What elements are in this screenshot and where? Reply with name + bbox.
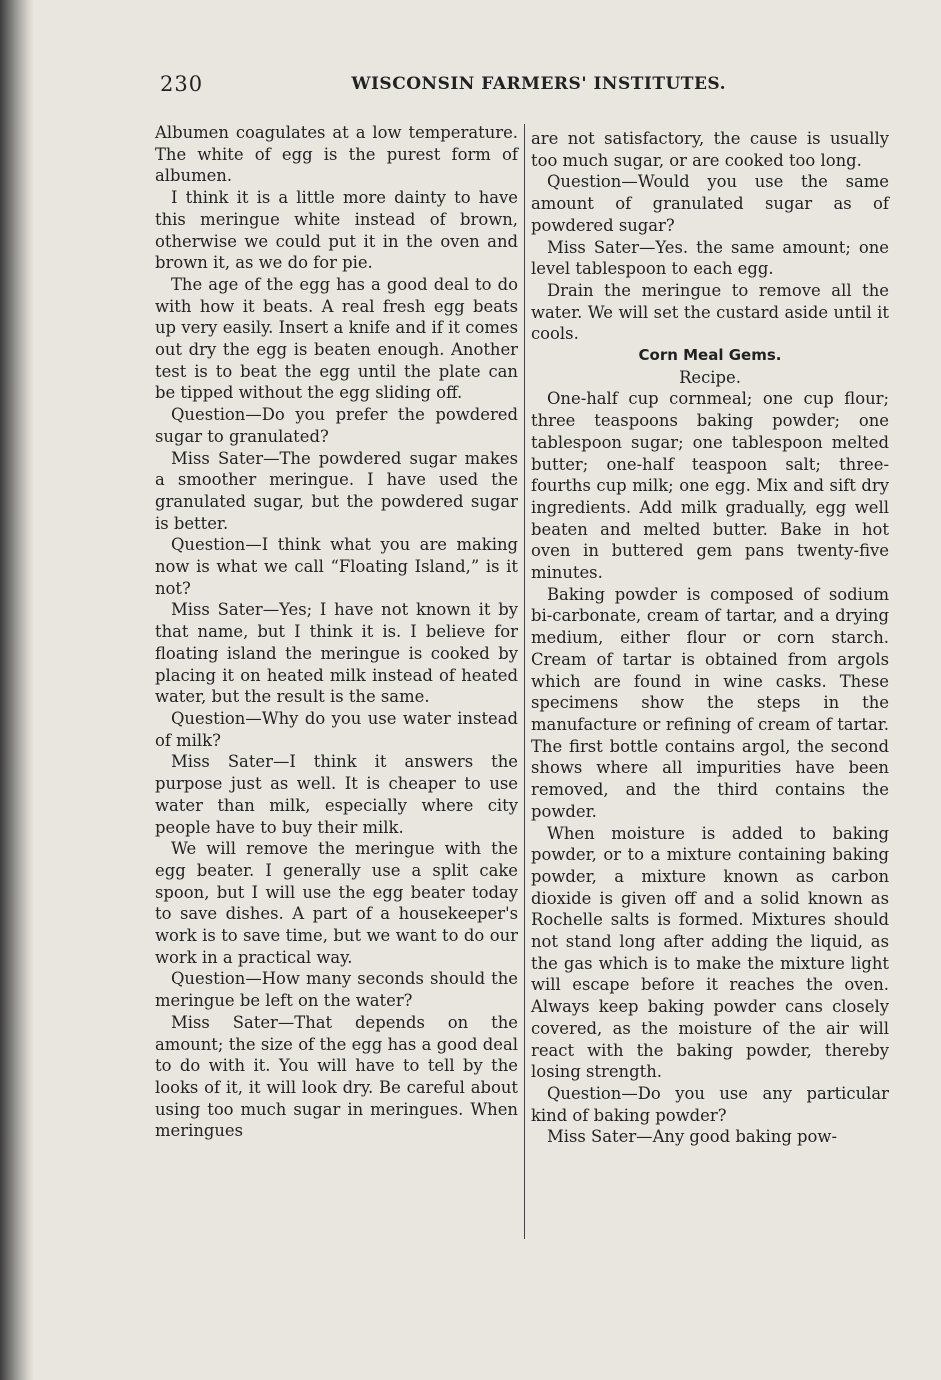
recipe-subheading: Recipe.	[679, 367, 741, 387]
paragraph: The age of the egg has a good deal to do with how it beats. A real fresh egg beats up very easily. Insert a knife and if it comes out dry the egg is beaten enough. Another test is to beat the egg until the plate can be tipped without the egg sliding off.	[155, 274, 518, 403]
paragraph: Question—Would you use the same amount of granulated sugar as of powdered sugar?	[531, 172, 889, 235]
paragraph: Question—Do you prefer the powdered sugar to granulated?	[155, 405, 518, 446]
left-column	[155, 122, 518, 1142]
paragraph: Miss Sater—I think it answers the purpose just as well. It is cheaper to use water than milk, especially where city people have to buy their milk.	[155, 752, 518, 837]
paragraph: When moisture is added to baking powder, or to a mixture containing baking powder, a mixture known as carbon dioxide is given off and a solid known as Rochelle salts is formed. Mixtures should not stand long after adding the liquid, as the gas which is to make the mixture light will escape before it reaches the oven. Always keep baking powder cans closely covered, as the moisture of the air will react with the baking powder, thereby losing strength.	[531, 823, 889, 1082]
recipe-heading: Corn Meal Gems.	[638, 346, 782, 365]
paragraph: I think it is a little more dainty to have this meringue white instead of brown, otherwise we could put it in the oven and brown it, as we do for pie.	[155, 188, 518, 273]
paragraph: Miss Sater—Any good baking pow-	[547, 1127, 837, 1147]
right-column	[531, 128, 889, 1148]
column-divider	[524, 124, 525, 1239]
page-header	[160, 72, 726, 100]
paragraph: Question—Why do you use water instead of milk?	[155, 708, 518, 750]
page-number: 230	[160, 72, 204, 96]
paragraph: are not satisfactory, the cause is usually too much sugar, or are cooked too long.	[531, 129, 889, 170]
paragraph: Miss Sater—The powdered sugar makes a smoother meringue. I have used the granulated sugar, but the powdered sugar is better.	[155, 448, 518, 533]
paragraph: Question—Do you use any particular kind of baking powder?	[531, 1083, 889, 1125]
running-head: WISCONSIN FARMERS' INSTITUTES.	[351, 74, 726, 94]
paragraph: We will remove the meringue with the egg beater. I generally use a split cake spoon, but I will use the egg beater today to save dishes. A part of a housekeeper's work is to save time, but we want to do our work in a practical way.	[155, 839, 518, 967]
paragraph: Miss Sater—That depends on the amount; the size of the egg has a good deal to do with it. You will have to tell by the looks of it, it will look dry. Be careful about using too much sugar in meringues. When meringues	[155, 1012, 518, 1141]
page-binding-shadow	[0, 0, 34, 1380]
paragraph: Miss Sater—Yes. the same amount; one level tablespoon to each egg.	[531, 237, 889, 279]
paragraph: Albumen coagulates at a low temperature. The white of egg is the purest form of albumen.	[155, 123, 518, 186]
paragraph: Miss Sater—Yes; I have not known it by that name, but I think it is. I believe for floating island the meringue is cooked by placing it on heated milk instead of heated water, but the result is the same.	[155, 600, 518, 707]
paragraph: Question—How many seconds should the meringue be left on the water?	[155, 969, 518, 1011]
paragraph: One-half cup cornmeal; one cup flour; three teaspoons baking powder; one tablespoon sugar; one tablespoon melted butter; one-half teaspoon salt; three-fourths cup milk; one egg. Mix and sift dry ingredients. Add milk gradually, egg well beaten and melted butter. Bake in hot oven in buttered gem pans twenty-five minutes.	[531, 389, 889, 583]
paragraph: Question—I think what you are making now is what we call “Floating Island,” is it not?	[155, 535, 518, 598]
paragraph: Baking powder is composed of sodium bi-carbonate, cream of tartar, and a drying medium, either flour or corn starch. Cream of tartar is obtained from argols which are found in wine casks. These specimens show the steps in the manufacture or refining of cream of tartar. The first bottle contains argol, the second shows where all impurities have been removed, and the third contains the powder.	[531, 584, 889, 821]
paragraph: Drain the meringue to remove all the water. We will set the custard aside until it cools.	[531, 280, 889, 344]
